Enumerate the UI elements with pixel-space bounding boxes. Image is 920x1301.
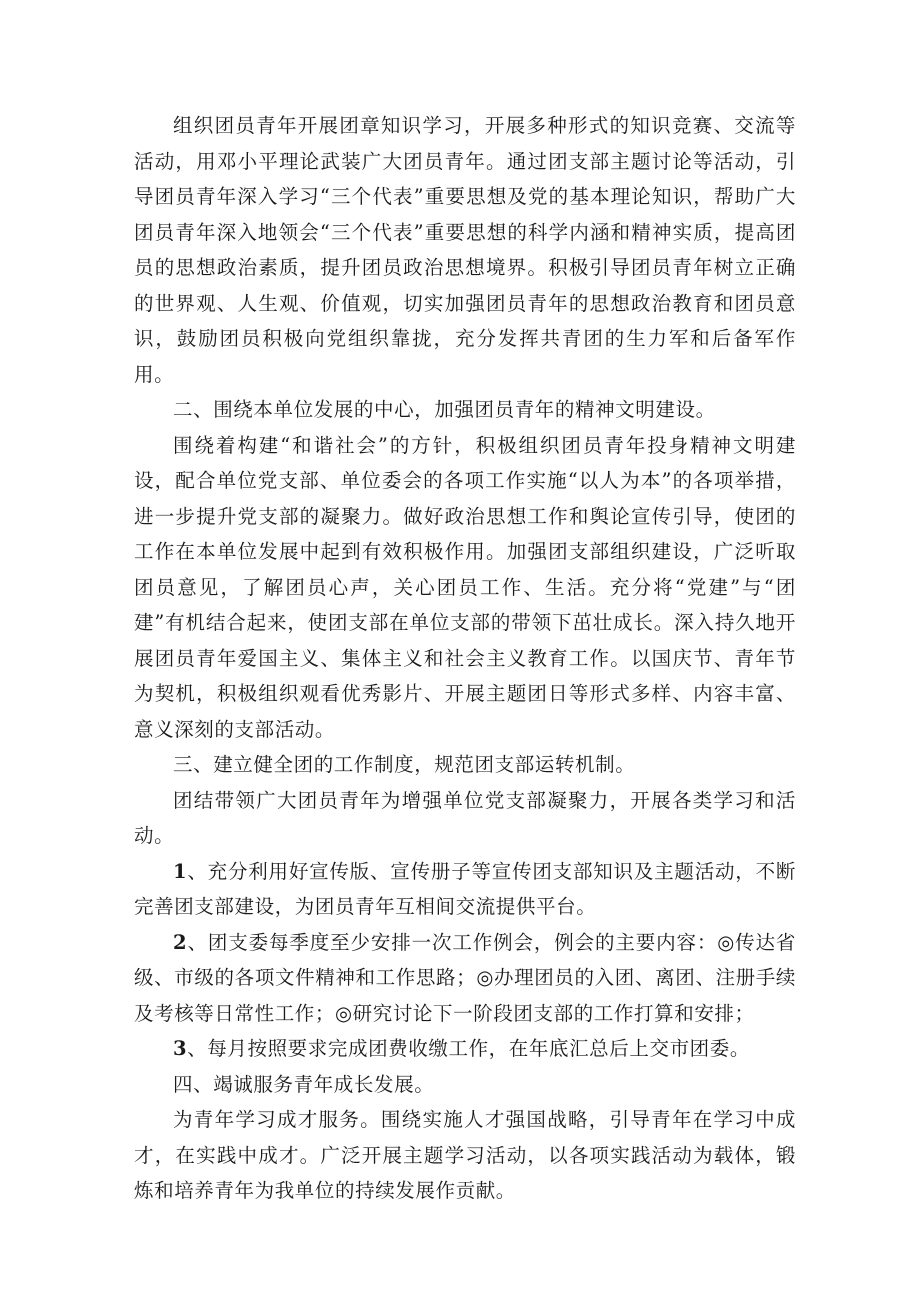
- list-item-number: 1: [173, 859, 188, 883]
- section-heading-2: 二、围绕本单位发展的中心，加强团员青年的精神文明建设。: [173, 398, 716, 421]
- list-item: [134, 925, 796, 1032]
- list-item: [134, 854, 796, 925]
- section-heading-3: 三、建立健全团的工作制度，规范团支部运转机制。: [173, 753, 636, 776]
- paragraph-unite: 团结带领广大团员青年为增强单位党支部凝聚力，开展各类学习和活动。: [134, 788, 796, 847]
- list-item-text: 、充分利用好宣传版、宣传册子等宣传团支部知识及主题活动，不断完善团支部建设，为团员青年互相间交流提供平台。: [134, 859, 796, 918]
- list-item-number: 3: [173, 1037, 188, 1060]
- paragraph-study: 组织团员青年开展团章知识学习，开展多种形式的知识竞赛、交流等活动，用邓小平理论武装广大团员青年。通过团支部主题讨论等活动，引导团员青年深入学习“三个代表”重要思想及党的基本理论知识，帮助广大团员青年深入地领会“三个代表”重要思想的科学内涵和精神实质，提高团员的思想政治素质，提升团员政治思想境界。积极引导团员青年树立正确的世界观、人生观、价值观，切实加强团员青年的思想政治教育和团员意识，鼓励团员积极向党组织靠拢，充分发挥共青团的生力军和后备军作用。: [134, 114, 796, 386]
- section-heading-4: 四、竭诚服务青年成长发展。: [173, 1072, 435, 1096]
- list-item-number: 2: [173, 930, 188, 954]
- paragraph-civilization: 围绕着构建“和谐社会”的方针，积极组织团员青年投身精神文明建设，配合单位党支部、单位委会的各项工作实施“以人为本”的各项举措，进一步提升党支部的凝聚力。做好政治思想工作和舆论宣传引导，使团的工作在本单位发展中起到有效积极作用。加强团支部组织建设，广泛听取团员意见，了解团员心声，关心团员工作、生活。充分将“党建”与“团建”有机结合起来，使团支部在单位支部的带领下茁壮成长。深入持久地开展团员青年爱国主义、集体主义和社会主义教育工作。以国庆节、青年节为契机，积极组织观看优秀影片、开展主题团日等形式多样、内容丰富、意义深刻的支部活动。: [134, 433, 796, 741]
- document-body: [134, 108, 796, 1209]
- list-item: [134, 1031, 796, 1067]
- list-item-text: 、每月按照要求完成团费收缴工作，在年底汇总后上交市团委。: [187, 1037, 750, 1060]
- list-item-text: 、团支委每季度至少安排一次工作例会，例会的主要内容：◎传达省级、市级的各项文件精神和工作思路；◎办理团员的入团、离团、注册手续及考核等日常性工作；◎研究讨论下一阶段团支部的工作打算和安排；: [134, 930, 796, 1025]
- paragraph-service: 为青年学习成才服务。围绕实施人才强国战略，引导青年在学习中成才，在实践中成才。广泛开展主题学习活动，以各项实践活动为载体，锻炼和培养青年为我单位的持续发展作贡献。: [134, 1108, 796, 1202]
